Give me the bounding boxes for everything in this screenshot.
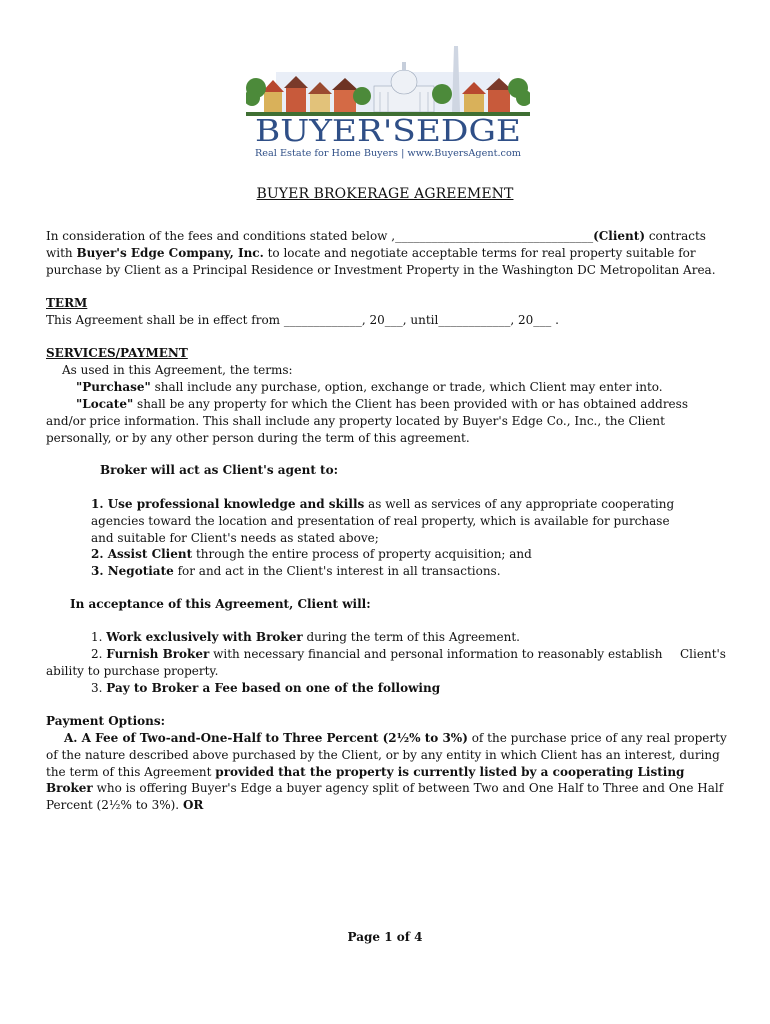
page-number: Page 1 of 4 <box>347 930 423 944</box>
client-item-3: 3. Pay to Broker a Fee based on one of the following <box>91 681 441 695</box>
services-intro: As used in this Agreement, the terms: <box>62 363 293 377</box>
monument-icon <box>452 46 460 112</box>
page-title: BUYER BROKERAGE AGREEMENT <box>256 186 514 202</box>
client-item-2-continued: ability to purchase property. <box>46 664 219 678</box>
brand-tagline: Real Estate for Home Buyers | www.BuyersAgent.com <box>255 149 522 159</box>
payment-option-a: A. A Fee of Two-and-One-Half to Three Percent (2½% to 3%) of the purchase price of any real property of the nature described above purchased by the Client, or by any entity in which Client has an interest, during the term of this Agreement provided that the property is currently listed by a cooperating Listing Broker who is offering Buyer's Edge a buyer agency split of between Two and One Half to Three and One Half Percent (2½% to 3%). OR <box>46 731 727 813</box>
term-heading: TERM <box>46 296 88 310</box>
broker-item-3: 3. Negotiate for and act in the Client's interest in all transactions. <box>91 564 501 578</box>
client-item-2-right: Client's <box>680 647 726 661</box>
capitol-icon <box>374 62 434 112</box>
locate-definition: "Locate" shall be any property for which the Client has been provided with or has obtained address and/or price information. This shall include any property located by Buyer's Edge Co., Inc., the Client personally, or by any other person during the term of this agreement. <box>46 397 688 445</box>
broker-heading: Broker will act as Client's agent to: <box>100 463 339 477</box>
term-text: This Agreement shall be in effect from _____________, 20___, until____________, 20___ . <box>46 313 559 327</box>
payment-heading: Payment Options: <box>46 714 166 728</box>
client-item-2: 2. Furnish Broker with necessary financial and personal information to reasonably establish <box>91 647 663 661</box>
client-heading: In acceptance of this Agreement, Client will: <box>70 597 371 611</box>
broker-item-2: 2. Assist Client through the entire process of property acquisition; and <box>91 547 532 561</box>
client-item-1: 1. Work exclusively with Broker during the term of this Agreement. <box>91 630 520 644</box>
services-heading: SERVICES/PAYMENT <box>46 346 188 360</box>
purchase-definition: "Purchase" shall include any purchase, option, exchange or trade, which Client may enter into. <box>76 380 663 394</box>
buyers-edge-logo <box>246 42 530 162</box>
brand-wordmark: BUYER'SEDGE <box>255 114 521 149</box>
intro-paragraph: In consideration of the fees and conditions stated below ,_________________________________(Client) contracts with Buyer's Edge Company, Inc. to locate and negotiate acceptable terms for real property suitable for purchase by Client as a Principal Residence or Investment Property in the Washington DC Metropolitan Area. <box>46 229 716 277</box>
broker-item-1: 1. Use professional knowledge and skills as well as services of any appropriate cooperating agencies toward the location and presentation of real property, which is available for purchase and suitable for Client's needs as stated above; <box>91 497 675 545</box>
